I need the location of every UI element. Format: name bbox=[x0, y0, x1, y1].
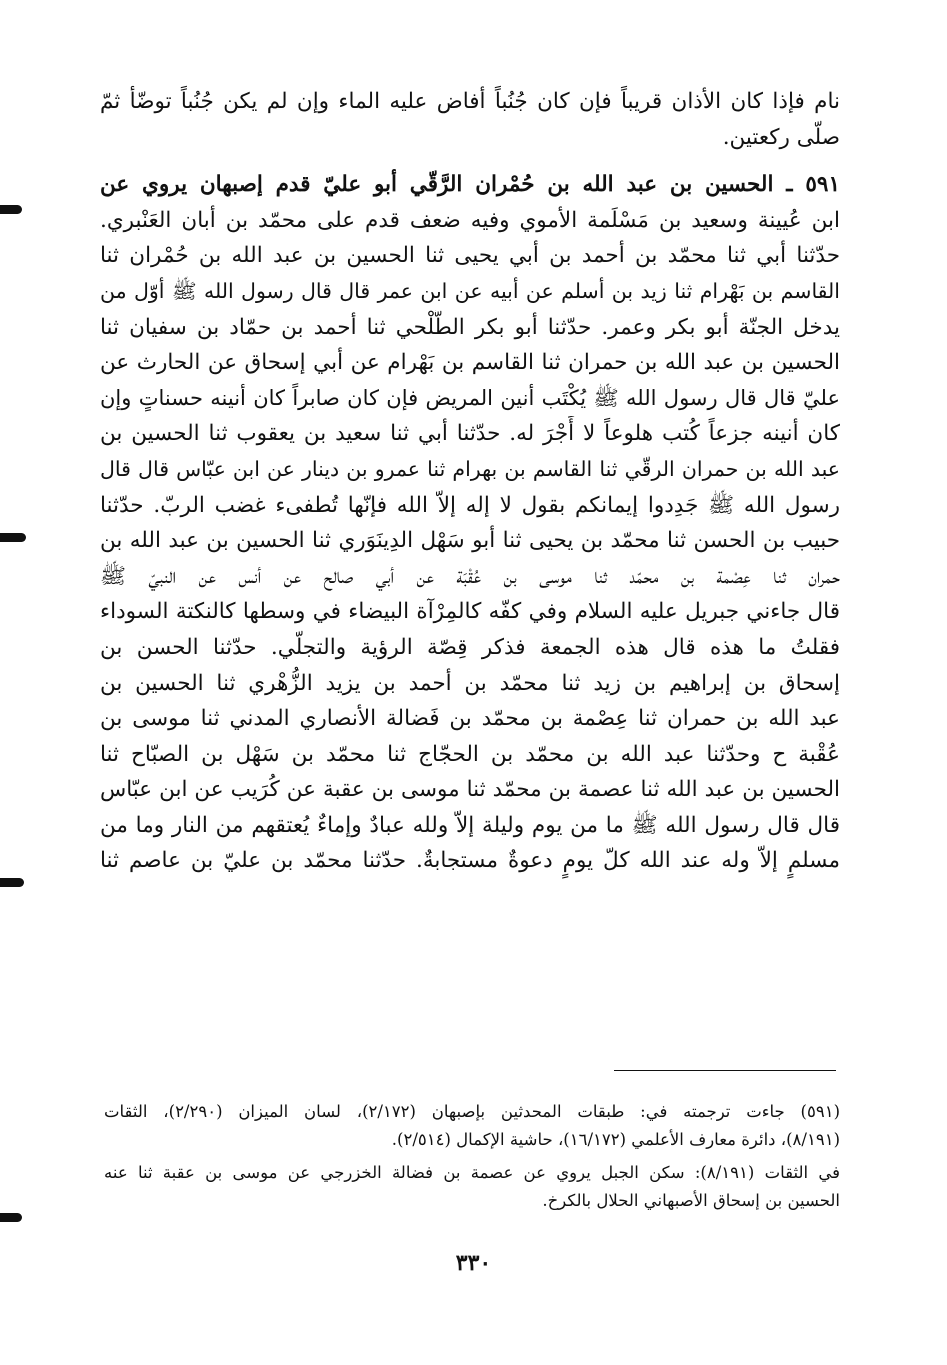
entry-heading-line: ٥٩١ ـ الحسين بن عبد الله بن حُمْران الرَّقّي أبو عليّ قدم إصبهان يروي عن bbox=[100, 172, 840, 198]
text-line: عليّ قال قال رسول الله ﷺ يُكْتَب أنين المريض فإن كان صابراً كان أنينه حسناتٍ وإن bbox=[100, 385, 840, 410]
text-line: قال قال رسول الله ﷺ ما من يوم وليلة إلاّ ولله عبادٌ وإماءٌ يُعتقهم من النار وما من bbox=[100, 812, 840, 838]
page-number: ٣٣٠ bbox=[455, 1250, 492, 1276]
footnote-line: (٨/١٩١)، دائرة معارف الأعلمي (١٦/١٧٢)، حاشية الإكمال (٢/٥١٤). bbox=[391, 1129, 840, 1149]
footnote-line: (٥٩١) جاءت ترجمته في: طبقات المحدثين بإصبهان (٢/١٧٢)، لسان الميزان (٢/٢٩٠)، الثقات bbox=[104, 1102, 840, 1121]
text-line: الحسين بن عبد الله ثنا عصمة بن محمّد ثنا موسى بن عقبة عن كُرَيب عن ابن عبّاس bbox=[100, 777, 840, 803]
margin-mark bbox=[0, 205, 22, 214]
footnote-line: في الثقات (٨/١٩١): سكن الجبل يروي عن عصمة بن فضالة الخزرجي عن موسى بن عقبة ثنا عنه bbox=[104, 1163, 840, 1182]
text-line: يدخل الجنّة أبو بكر وعمر. حدّثنا أبو بكر الطَّلْحي ثنا أحمد بن حمّاد بن سفيان ثنا bbox=[100, 314, 840, 340]
margin-mark bbox=[0, 533, 26, 542]
text-line: رسول الله ﷺ جَدِدوا إيمانكم بقول لا إله إلاّ الله فإنّها تُطفىء غضب الربّ. حدّثنا bbox=[100, 492, 840, 518]
text-line: كان أنينه جزعاً كُتب هلوعاً لا أَجْرَ له. حدّثنا أبي ثنا سعيد بن يعقوب ثنا الحسين بن bbox=[100, 421, 840, 447]
main-text bbox=[100, 84, 840, 879]
text-line: قال جاءني جبريل عليه السلام وفي كفّه كالمِرْآة البيضاء في وسطها كالنكتة السوداء bbox=[100, 599, 840, 625]
text-line: الحسين بن عبد الله بن حمران ثنا القاسم بن بَهْرام عن أبي إسحاق عن الحارث عن bbox=[100, 350, 840, 376]
text-line: عبد الله بن حمران ثنا عِصْمة بن محمّد بن فَضالة الأنصاري المدني ثنا موسى بن bbox=[100, 706, 840, 732]
text-line: فقلتُ ما هذه قال هذه الجمعة فذكر قِصّة الرؤية والتجلّي. حدّثنا الحسن بن bbox=[100, 634, 840, 660]
text-line: مسلمٍ إلاّ وله عند الله كلّ يومٍ دعوةٌ مستجابةٌ. حدّثنا محمّد بن عليّ بن عاصم ثنا bbox=[100, 848, 840, 874]
text-line: صلّى ركعتين. bbox=[722, 124, 840, 150]
text-line: نام فإذا كان الأذان قريباً فإن كان جُنُباً أفاض عليه الماء وإن لم يكن جُنُباً توضّأ ثمّ bbox=[100, 89, 840, 114]
text-line: ابن عُيينة وسعيد بن مَسْلَمة الأموي وفيه ضعف قدم على محمّد بن أبان العَنْبري. bbox=[100, 207, 840, 233]
text-line: عبد الله بن حمران الرقّي ثنا القاسم بن بهرام ثنا عمرو بن دينار عن ابن عبّاس قال قال bbox=[100, 456, 840, 481]
text-line: حمران ثنا عِصْمة بن محمّد ثنا موسى بن عُقْبَة عن أبي صالح عن أنس عن النبيّ ﷺ bbox=[100, 563, 840, 589]
margin-mark bbox=[0, 878, 24, 887]
margin-mark bbox=[0, 1213, 22, 1222]
footnote-line: الحسين بن إسحاق الأصبهاني الحلال بالكرخ. bbox=[542, 1190, 840, 1210]
text-line: حدّثنا أبي ثنا محمّد بن أحمد بن أبي يحيى ثنا الحسين بن عبد الله بن حُمْران ثنا bbox=[100, 243, 840, 269]
footnotes bbox=[104, 1098, 840, 1214]
footnote-separator bbox=[614, 1070, 836, 1071]
text-line: إسحاق بن إبراهيم بن زيد ثنا محمّد بن أحمد بن يزيد الزُّهْري ثنا الحسين بن bbox=[100, 670, 840, 696]
text-line: القاسم بن بَهْرام ثنا زيد بن أسلم عن أبيه عن ابن عمر قال قال رسول الله ﷺ أوّل من bbox=[100, 278, 840, 303]
text-line: حبيب بن الحسن ثنا محمّد بن يحيى ثنا أبو سَهْل الدِينَوَري ثنا الحسين بن عبد الله بن bbox=[100, 528, 840, 554]
text-line: عُقْبة ح وحدّثنا عبد الله بن محمّد بن الحجّاج ثنا محمّد بن سَهْل بن الصبّاح ثنا bbox=[100, 741, 840, 767]
